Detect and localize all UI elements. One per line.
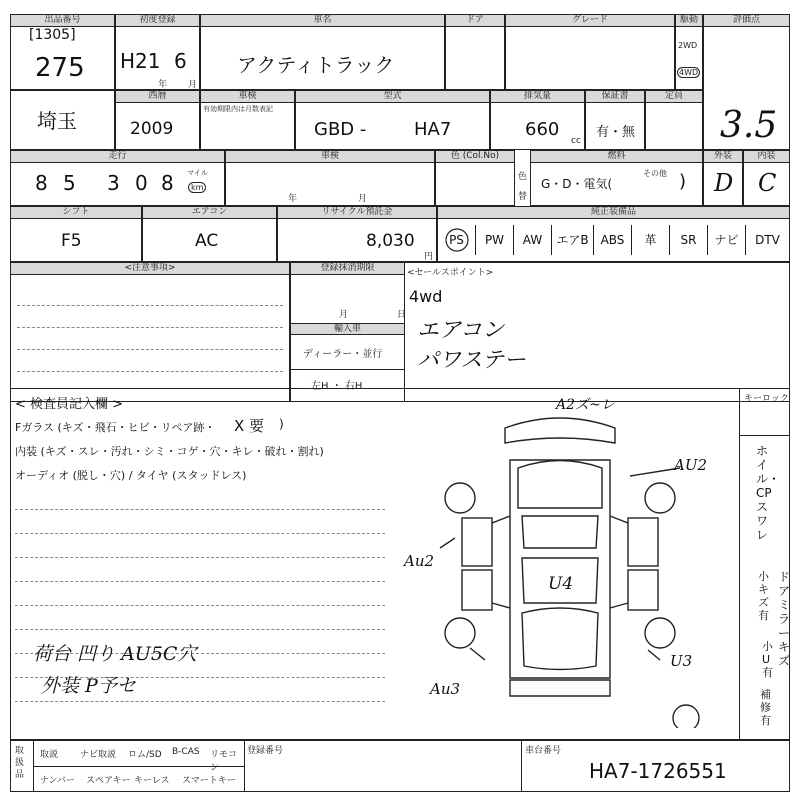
import-header: 輸入車 [291,323,404,335]
side-note-col5 [760,688,774,727]
capacity-header: 定員 [646,91,702,103]
fuel-types: G・D・電気( [541,177,613,191]
option-ps: PS [438,225,476,255]
color-label: 色 [518,172,528,182]
inspector-line [15,533,385,534]
diagram-center-note: U4 [548,574,574,594]
side-note-text: 小U有 [762,640,773,679]
doors-box [445,14,505,90]
mileage-digit: 3 [107,171,120,195]
exhibit-header: 出品番号 [11,15,114,27]
displacement-unit: cc [571,136,581,146]
exterior-header: 外装 [704,151,742,163]
score-box [703,14,790,150]
ps-circle [442,225,472,255]
mileage-unit-km: km [188,182,206,193]
fuel-close: ) [679,171,687,192]
inspection-box [200,90,295,150]
option-dtv: DTV [755,233,780,247]
option-airbag: エアB [552,225,594,255]
mileage-digit: 8 [35,171,48,195]
reg-handle: 左H ・ 右H [311,381,363,392]
first-reg-header: 初度登録 [116,15,199,27]
option-navi: ナビ [708,225,746,255]
options-box [437,206,790,262]
model-prefix: GBD - [314,119,367,140]
inspection-note: 有効期限内は月数表記 [203,105,273,113]
mileage-header: 走行 [11,151,224,163]
side-note-text: 補修有 [760,688,771,727]
fuel-header: 燃料 [531,151,702,163]
inspector-line [15,509,385,510]
inspector-line [15,629,385,630]
color-change: 替 [518,192,528,202]
footer-side-label: 取 扱 品 [15,746,25,780]
fuel-box [530,150,703,206]
prefecture-box [10,90,115,150]
chassis-box [521,741,789,791]
model-box [295,90,490,150]
recycle-header: リサイクル預託金 [278,207,436,219]
car-diagram [410,398,710,728]
option-leather: 革 [632,225,670,255]
side-note-text: ドアミラー [778,570,791,640]
side-note-col2 [778,570,794,668]
warranty-header: 保証書 [586,91,644,103]
doors-header: ドア [446,15,504,27]
displacement-box [490,90,585,150]
reg-no-label: 登録番号 [247,746,284,756]
diagram-bottom-right-note: U3 [670,652,693,670]
grade-header: グレード [506,15,674,27]
footer-item: 取説 [40,750,59,760]
car-name-header: 車名 [201,15,444,27]
car-name-box [200,14,445,90]
inspection-month-unit: 月 [358,194,368,204]
reg-month: 月 [339,310,349,320]
inspection-header: 車検 [201,91,294,103]
score-value: 3.5 [720,105,778,146]
western-year-box [115,90,200,150]
footer-grid [33,741,245,791]
western-year: 2009 [130,119,174,139]
score-header: 評価点 [704,15,789,27]
inspection-date-header: 車検 [226,151,434,163]
inspector-line [15,581,385,582]
prefecture: 埼玉 [37,109,77,133]
aircon: AC [195,231,219,251]
first-reg-month: 6 [174,49,187,73]
option-abs: ABS [594,225,632,255]
first-reg-box [115,14,200,90]
first-reg-year: H21 [120,49,161,73]
footer-item: ロム/SD [128,750,162,760]
option-aw: AW [514,225,552,255]
shift-header: シフト [11,207,141,219]
interior-grade: C [758,169,777,197]
shift: F5 [61,231,82,251]
mileage-digit: 0 [135,171,148,195]
drive-2wd: 2WD [678,41,698,50]
first-reg-year-unit: 年 [158,80,168,90]
exhibit-number: 275 [35,53,85,83]
inspector-line [15,557,385,558]
exhibit-code: [1305] [29,27,76,43]
footer-item: スマートキー [182,776,236,786]
footer-item: キーレス [134,776,170,786]
keylock-divider [740,435,790,436]
warranty-box [585,90,645,150]
exterior-grade-box [703,150,743,206]
footer-item: B-CAS [172,747,200,757]
side-note-text: 小キズ有 [758,570,769,622]
notes-header: <注意事項> [11,263,289,275]
inspector-line [15,701,385,702]
sale-points-box [405,262,790,402]
inspector-line1-end: ) [279,417,284,431]
note-line [17,305,283,306]
note-line [17,349,283,350]
inspector-line [15,605,385,606]
side-note-text: キズ [778,640,791,668]
inspector-line1-mark: X 要 [234,417,265,435]
fuel-other: その他 [643,169,667,178]
western-year-header: 西暦 [116,91,199,103]
inspection-date-box [225,150,435,206]
color-box [435,150,528,206]
first-reg-month-unit: 月 [188,80,198,90]
model-header: 型式 [296,91,489,103]
sale-point-2: エアコン [417,318,504,343]
model: HA7 [414,119,452,140]
sale-point-1: 4wd [409,287,443,306]
displacement: 660 [525,119,560,140]
mileage-box [10,150,225,206]
color-header: 色 (Col.No) [436,151,514,163]
inspector-line1: Fガラス (キズ・飛石・ヒビ・リペア跡・ [15,421,216,434]
drive-4wd: 4WD [679,68,699,77]
sale-points-header: <セールスポイント> [407,268,494,278]
diagram-left-note: Au2 [404,552,435,570]
aircon-box [142,206,277,262]
note-line [17,371,283,372]
inspector-line2: 内装 (キズ・スレ・汚れ・シミ・コゲ・穴・キレ・破れ・割れ) [15,445,324,458]
note-line [17,327,283,328]
option-sr: SR [670,225,708,255]
car-name: アクティトラック [237,53,395,77]
shift-box [10,206,142,262]
inspection-year-unit: 年 [288,194,298,204]
side-note-text: ホイル・CP [756,444,781,500]
inspector-header: < 検査員記入欄 > [15,397,124,412]
drive-box [675,14,703,90]
recycle-unit: 円 [424,252,434,262]
aircon-header: エアコン [143,207,276,219]
interior-grade-box [743,150,790,206]
side-note-text: スワレ [756,500,769,542]
side-note-col1 [756,444,781,542]
footer-item: ナビ取説 [80,750,117,760]
footer-item: スペアキー [86,776,131,786]
option-pw: PW [476,225,514,255]
reg-no-box [243,741,522,791]
reg-deadline-box [290,262,405,402]
sale-point-3: パワステー [417,348,526,373]
exhibit-box [10,14,115,90]
inspector-line3: オーディオ (脱し・穴) / タイヤ (スタッドレス) [15,469,247,482]
warranty: 有・無 [596,125,636,140]
recycle-box [277,206,437,262]
displacement-header: 排気量 [491,91,584,103]
side-note-col4 [762,640,776,679]
mileage-digit: 5 [63,171,76,195]
footer-item: リモコン [210,750,238,773]
diagram-bottom-left-note: Au3 [430,680,461,698]
footer-box [10,740,790,792]
diagram-right-note: AU2 [674,456,708,474]
options-header: 純正装備品 [438,207,789,219]
chassis-label: 車台番号 [525,746,562,756]
side-note-col3 [758,570,772,622]
reg-divider [291,369,404,370]
notes-box [10,262,290,402]
interior-header: 内装 [744,151,789,163]
mileage-digit: 8 [161,171,174,195]
mileage-unit-mile: マイル [187,169,208,177]
reg-deadline-header: 登録抹消期限 [291,263,404,275]
footer-item: ナンバー [40,776,75,786]
capacity-box [645,90,703,150]
keylock-column [739,389,790,739]
reg-dealer: ディーラー・並行 [303,349,383,360]
drive-header: 駆動 [676,15,702,27]
grade-box [505,14,675,90]
keylock-label: キーロック [744,394,789,404]
options-row [438,225,789,255]
reg-day: 日 [397,310,407,320]
exterior-grade: D [714,169,734,197]
recycle-amount: 8,030 [366,231,415,251]
inspector-hand-2: 外装 P予セ [41,675,136,697]
diagram-top-note: A2ズ~レ [556,397,615,413]
inspector-hand-1: 荷台 凹り AU5C穴 [33,643,197,665]
chassis-number: HA7-1726551 [589,759,727,783]
